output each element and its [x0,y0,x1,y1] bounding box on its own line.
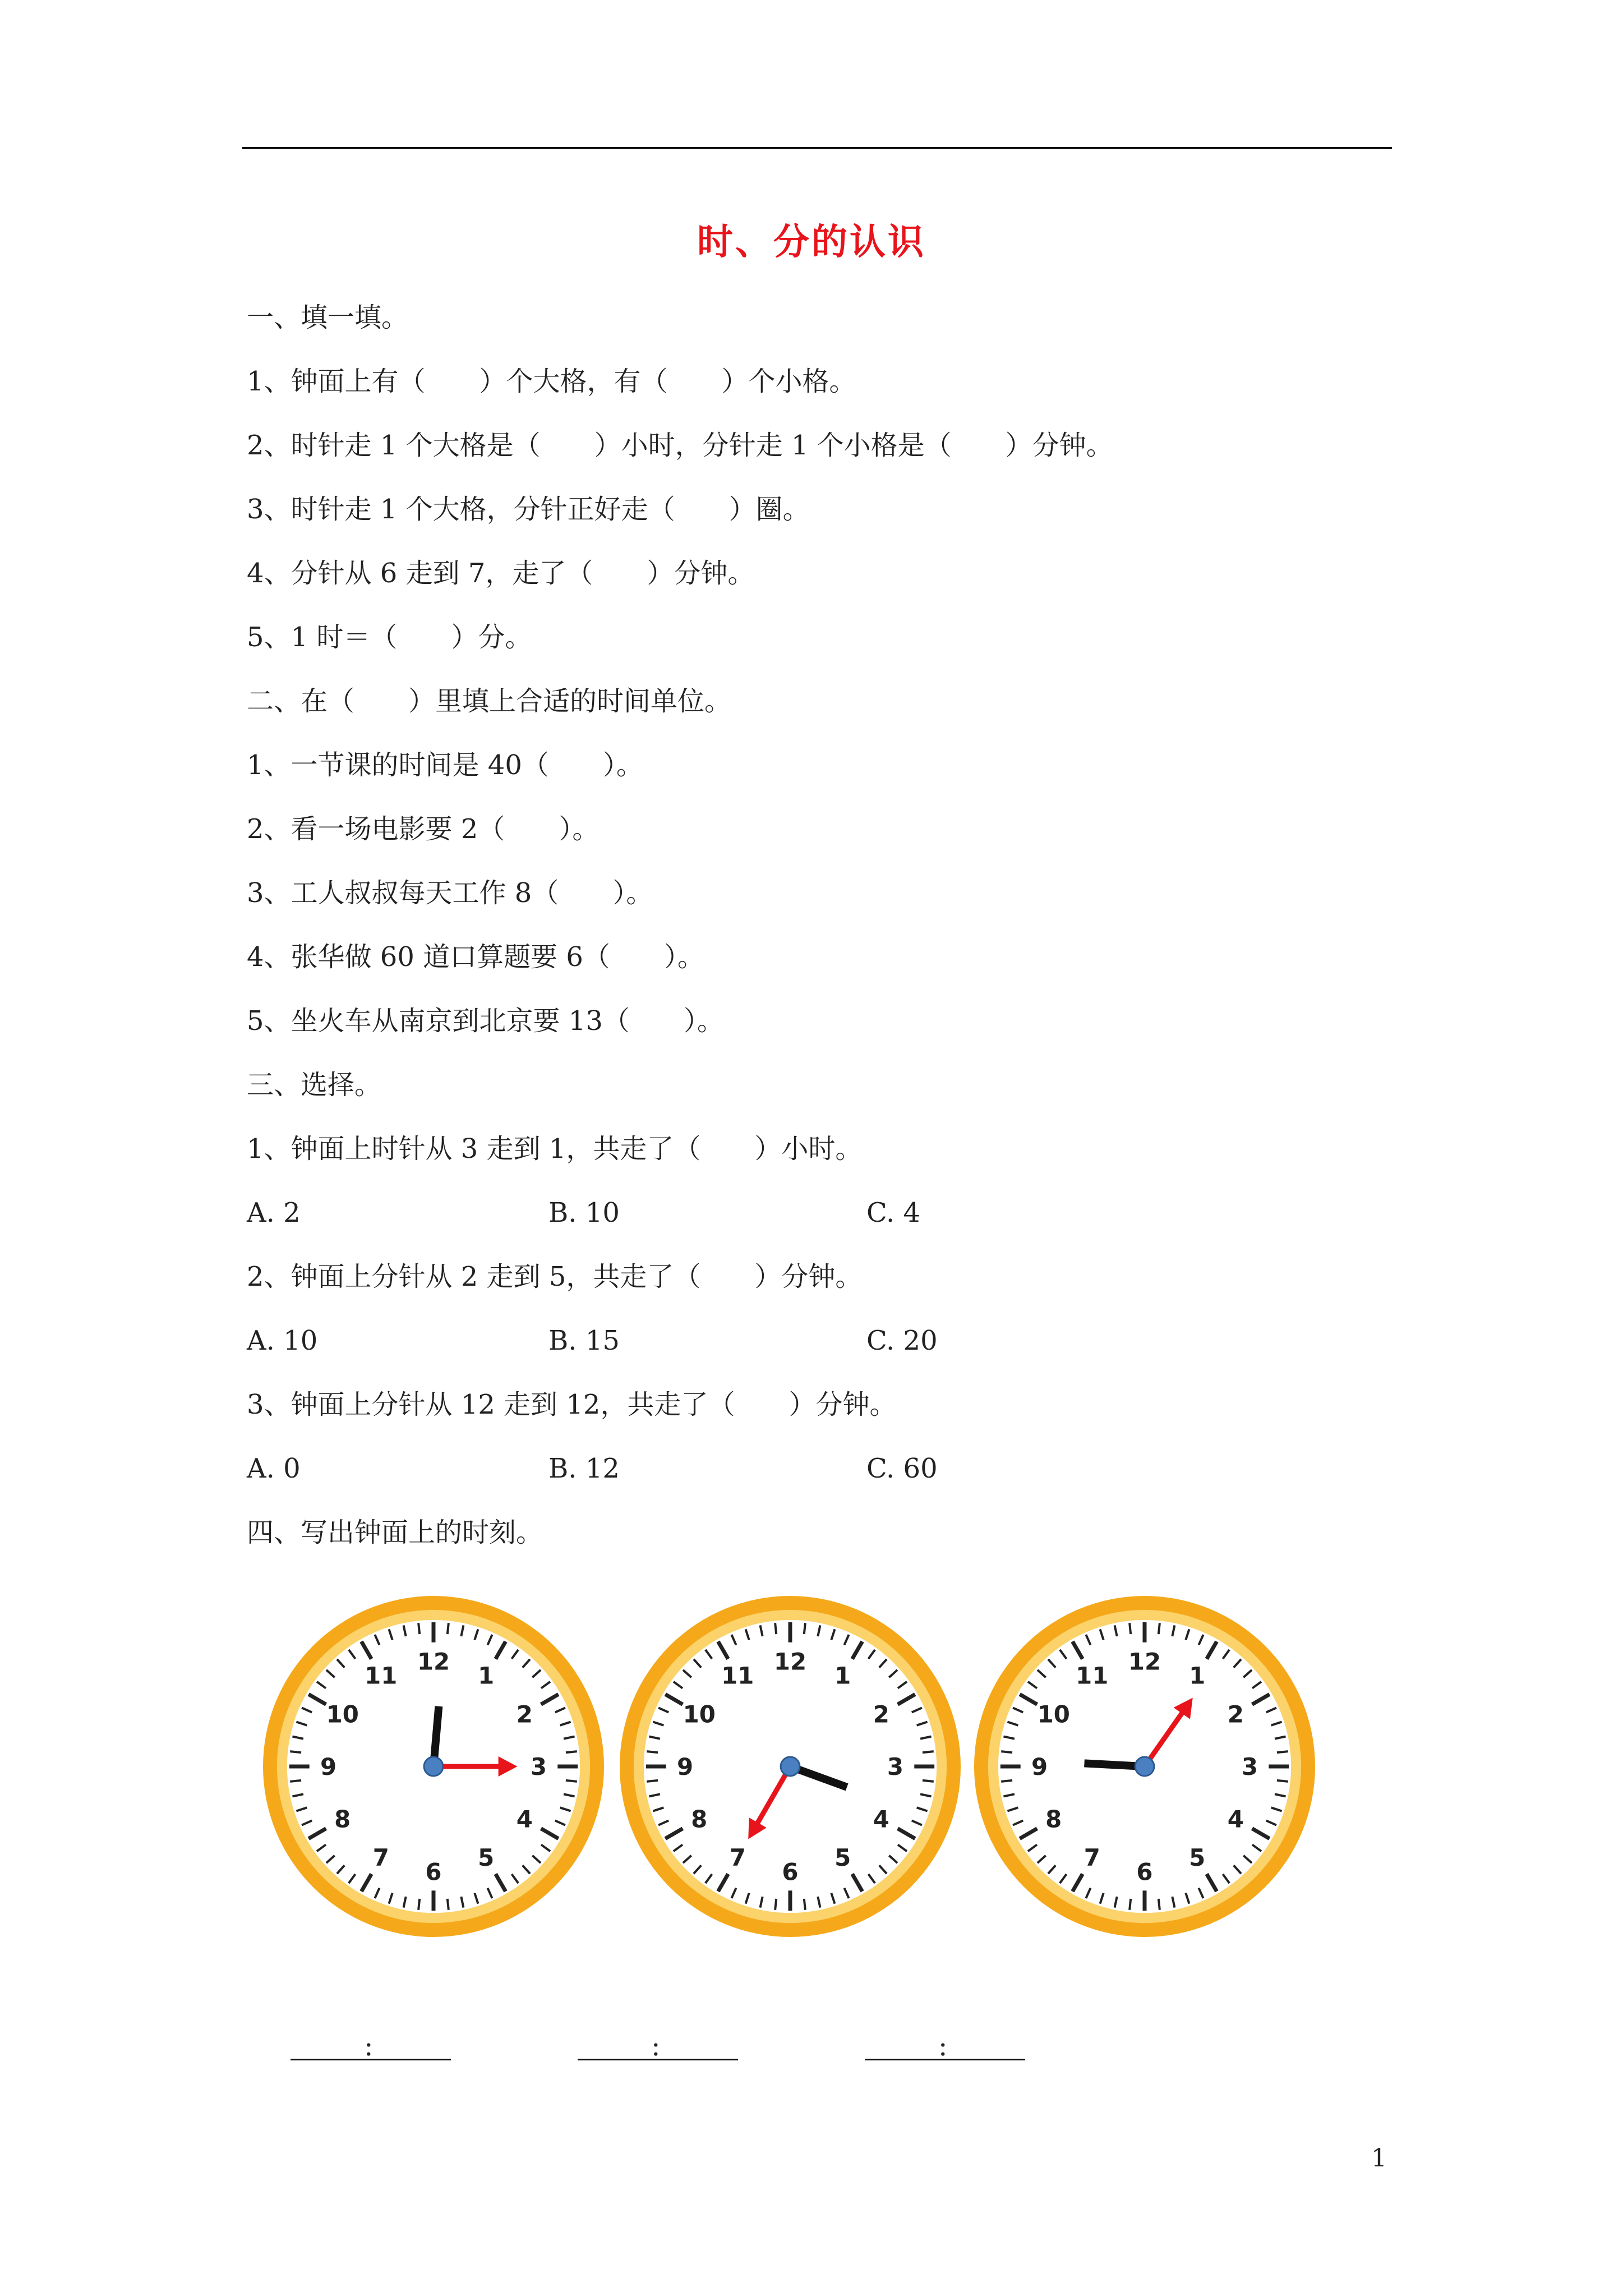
option-c: C. 20 [866,1325,938,1356]
clock-number: 2 [1227,1700,1244,1728]
clock-number: 12 [773,1648,807,1676]
option-b: B. 15 [548,1325,620,1356]
clock-number: 1 [834,1662,851,1690]
section-heading-clocks: 四、写出钟面上的时刻。 [247,1517,543,1548]
question-text: 1、钟面上时针从 3 走到 1，共走了（ ）小时。 [247,1133,863,1165]
clock-number: 2 [873,1700,889,1728]
clock-minor-tick [1277,1751,1288,1752]
question-text: 3、时针走 1 个大格，分针正好走（ ）圈。 [247,494,810,525]
option-a: A. 10 [247,1325,318,1356]
clock-number: 6 [1136,1858,1153,1886]
clock-minor-tick [418,1623,419,1634]
clock-minor-tick [804,1623,805,1634]
clock-minor-tick [1001,1751,1012,1752]
clock-center-dot [1135,1757,1154,1776]
question-text: 4、张华做 60 道口算题要 6（ ）。 [247,941,704,973]
section-heading-units: 二、在（ ）里填上合适的时间单位。 [247,685,732,717]
clock-minor-tick [923,1751,934,1752]
clock-number: 6 [782,1858,799,1886]
clock-minor-tick [1159,1899,1160,1910]
clock-minor-tick [775,1899,776,1910]
option-a: A. 0 [247,1453,301,1484]
option-a: A. 2 [247,1197,301,1228]
clock-number: 7 [1083,1844,1100,1872]
answer-colon: ： [938,2035,960,2062]
clock-number: 12 [417,1648,450,1676]
clock-minor-tick [1129,1899,1131,1910]
question-text: 4、分针从 6 走到 7，走了（ ）分钟。 [247,558,755,589]
clock-number: 9 [677,1752,694,1780]
clock-minor-tick [647,1751,658,1752]
clock-number: 11 [721,1662,754,1690]
clock-minor-tick [923,1780,934,1782]
clock-minor-tick [1159,1623,1160,1634]
page-title: 时、分的认识 [697,221,926,263]
section-heading-fill: 一、填一填。 [247,302,409,333]
clock-number: 5 [834,1844,851,1872]
clock-number: 9 [320,1752,337,1780]
question-text: 1、一节课的时间是 40（ ）。 [247,749,643,781]
clock-minor-tick [1277,1780,1288,1782]
clock-minor-tick [418,1899,419,1910]
question-text: 3、工人叔叔每天工作 8（ ）。 [247,877,653,909]
question-text: 5、1 时＝（ ）分。 [247,622,532,653]
clock-minor-tick [775,1623,776,1634]
clock-minor-tick [448,1623,449,1634]
question-text: 2、时针走 1 个大格是（ ）小时，分针走 1 个小格是（ ）分钟。 [247,430,1113,461]
answer-blank-1[interactable] [291,2034,451,2060]
clock-number: 1 [1189,1662,1206,1690]
question-text: 3、钟面上分针从 12 走到 12，共走了（ ）分钟。 [247,1389,897,1420]
clock-minor-tick [1129,1623,1131,1634]
clock-number: 8 [1045,1805,1062,1833]
clock-number: 10 [1037,1700,1070,1728]
clock-face-3 [971,1593,1318,1940]
answer-blank-2[interactable] [578,2034,738,2060]
clock-number: 4 [516,1805,533,1833]
clock-number: 1 [478,1662,495,1690]
clock-number: 3 [887,1752,903,1780]
section-heading-choice: 三、选择。 [247,1069,382,1101]
clock-number: 8 [691,1805,708,1833]
clock-number: 4 [1227,1805,1244,1833]
page-number: 1 [1371,2144,1387,2173]
clock-minor-tick [804,1899,805,1910]
clock-number: 4 [873,1805,889,1833]
question-text: 2、钟面上分针从 2 走到 5，共走了（ ）分钟。 [247,1261,863,1292]
clock-minor-tick [290,1751,301,1752]
clock-number: 5 [1189,1844,1206,1872]
clock-number: 11 [1076,1662,1109,1690]
clock-number: 10 [326,1700,359,1728]
clock-minor-tick [566,1780,577,1782]
clock-number: 11 [365,1662,398,1690]
question-text: 2、看一场电影要 2（ ）。 [247,813,600,845]
clock-number: 7 [372,1844,389,1872]
clock-number: 9 [1031,1752,1048,1780]
clock-minor-tick [448,1899,449,1910]
clock-face-1 [260,1593,607,1940]
option-b: B. 12 [548,1453,620,1484]
clock-number: 12 [1128,1648,1161,1676]
answer-blank-3[interactable] [865,2034,1025,2060]
answer-colon: ： [651,2035,673,2062]
clock-minor-tick [1001,1780,1012,1782]
clock-number: 3 [1241,1752,1258,1780]
clock-number: 2 [516,1700,533,1728]
clock-face-2 [617,1593,963,1940]
question-text: 5、坐火车从南京到北京要 13（ ）。 [247,1005,724,1037]
option-b: B. 10 [548,1197,620,1228]
header-rule [242,147,1392,149]
clock-minor-tick [647,1780,658,1782]
answer-colon: ： [363,2035,386,2062]
clock-minor-tick [566,1751,577,1752]
clock-number: 10 [683,1700,716,1728]
clock-center-dot [424,1757,443,1776]
clock-number: 6 [425,1858,442,1886]
option-c: C. 60 [866,1453,938,1484]
clock-minor-tick [290,1780,301,1782]
question-text: 1、钟面上有（ ）个大格，有（ ）个小格。 [247,366,856,397]
option-c: C. 4 [866,1197,921,1228]
clock-number: 7 [729,1844,746,1872]
clock-number: 8 [334,1805,351,1833]
clock-center-dot [781,1757,800,1776]
clock-number: 5 [478,1844,495,1872]
clock-number: 3 [530,1752,547,1780]
